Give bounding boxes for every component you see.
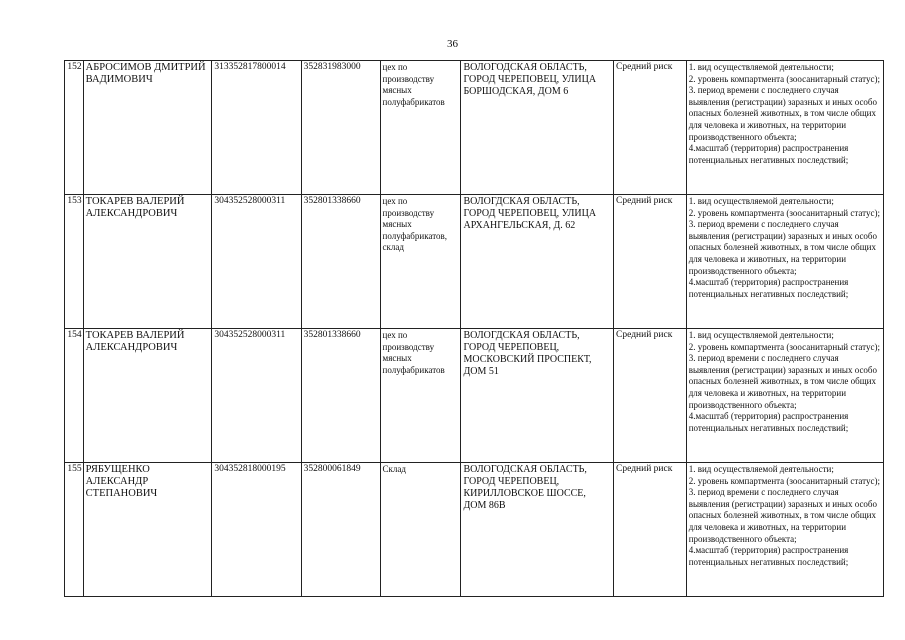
address-cell: ВОЛОГДСКАЯ ОБЛАСТЬ, ГОРОД ЧЕРЕПОВЕЦ, УЛИЦА АРХАНГЕЛЬСКАЯ, Д. 62	[461, 195, 614, 329]
ogrn-cell: 352831983000	[301, 61, 380, 195]
criteria-item: 4.масштаб (территория) распространения потенциальных негативных последствий;	[688, 411, 849, 433]
criteria-item: 3. период времени с последнего случая выявления (регистрации) заразных и иных особо опасных болезней животных, в том числе общих для человека и животных, на территории производственного объекта;	[688, 85, 878, 142]
table-row	[65, 463, 884, 597]
criteria-item: 2. уровень компартмента (зоосанитарный статус);	[688, 73, 880, 84]
inn-cell: 304352818000195	[212, 463, 301, 597]
criteria-item: 1. вид осуществляемой деятельности;	[688, 62, 834, 72]
address-cell: ВОЛОГОДСКАЯ ОБЛАСТЬ, ГОРОД ЧЕРЕПОВЕЦ, КИРИЛЛОВСКОЕ ШОССЕ, ДОМ 86В	[461, 463, 614, 597]
criteria-cell	[686, 463, 883, 597]
entity-name: РЯБУЩЕНКО АЛЕКСАНДР СТЕПАНОВИЧ	[83, 463, 212, 597]
criteria-item: 2. уровень компартмента (зоосанитарный статус);	[688, 207, 880, 218]
criteria-item: 1. вид осуществляемой деятельности;	[688, 196, 834, 206]
criteria-cell	[686, 61, 883, 195]
inn-cell: 313352817800014	[212, 61, 301, 195]
row-number: 152	[65, 61, 84, 195]
criteria-item: 2. уровень компартмента (зоосанитарный статус);	[688, 475, 880, 486]
address-cell: ВОЛОГОДСКАЯ ОБЛАСТЬ, ГОРОД ЧЕРЕПОВЕЦ, УЛИЦА БОРШОДСКАЯ, ДОМ 6	[461, 61, 614, 195]
row-number: 154	[65, 329, 84, 463]
page-number: 36	[447, 38, 458, 50]
risk-cell: Средний риск	[614, 463, 687, 597]
entity-name: ТОКАРЕВ ВАЛЕРИЙ АЛЕКСАНДРОВИЧ	[83, 195, 212, 329]
criteria-item: 4.масштаб (территория) распространения потенциальных негативных последствий;	[688, 277, 849, 299]
object-cell: Склад	[380, 463, 461, 597]
criteria-cell	[686, 329, 883, 463]
inn-cell: 304352528000311	[212, 329, 301, 463]
criteria-item: 1. вид осуществляемой деятельности;	[688, 464, 834, 474]
criteria-item: 3. период времени с последнего случая выявления (регистрации) заразных и иных особо опасных болезней животных, в том числе общих для человека и животных, на территории производственного объекта;	[688, 219, 878, 276]
criteria-item: 3. период времени с последнего случая выявления (регистрации) заразных и иных особо опасных болезней животных, в том числе общих для человека и животных, на территории производственного объекта;	[688, 487, 878, 544]
risk-cell: Средний риск	[614, 195, 687, 329]
criteria-cell	[686, 195, 883, 329]
table-row	[65, 329, 884, 463]
criteria-item: 4.масштаб (территория) распространения потенциальных негативных последствий;	[688, 143, 849, 165]
registry-table	[64, 60, 884, 597]
table-row	[65, 195, 884, 329]
ogrn-cell: 352800061849	[301, 463, 380, 597]
table-row	[65, 61, 884, 195]
inn-cell: 304352528000311	[212, 195, 301, 329]
row-number: 155	[65, 463, 84, 597]
criteria-item: 2. уровень компартмента (зоосанитарный статус);	[688, 341, 880, 352]
object-cell: цех по производству мясных полуфабрикатов, склад	[380, 195, 461, 329]
risk-cell: Средний риск	[614, 61, 687, 195]
address-cell: ВОЛОГДСКАЯ ОБЛАСТЬ, ГОРОД ЧЕРЕПОВЕЦ, МОСКОВСКИЙ ПРОСПЕКТ, ДОМ 51	[461, 329, 614, 463]
ogrn-cell: 352801338660	[301, 329, 380, 463]
criteria-item: 3. период времени с последнего случая выявления (регистрации) заразных и иных особо опасных болезней животных, в том числе общих для человека и животных, на территории производственного объекта;	[688, 353, 878, 410]
criteria-item: 4.масштаб (территория) распространения потенциальных негативных последствий;	[688, 545, 849, 567]
object-cell: цех по производству мясных полуфабрикатов	[380, 61, 461, 195]
entity-name: ТОКАРЕВ ВАЛЕРИЙ АЛЕКСАНДРОВИЧ	[83, 329, 212, 463]
entity-name: АБРОСИМОВ ДМИТРИЙ ВАДИМОВИЧ	[83, 61, 212, 195]
ogrn-cell: 352801338660	[301, 195, 380, 329]
risk-cell: Средний риск	[614, 329, 687, 463]
object-cell: цех по производству мясных полуфабрикатов	[380, 329, 461, 463]
criteria-item: 1. вид осуществляемой деятельности;	[688, 330, 834, 340]
row-number: 153	[65, 195, 84, 329]
